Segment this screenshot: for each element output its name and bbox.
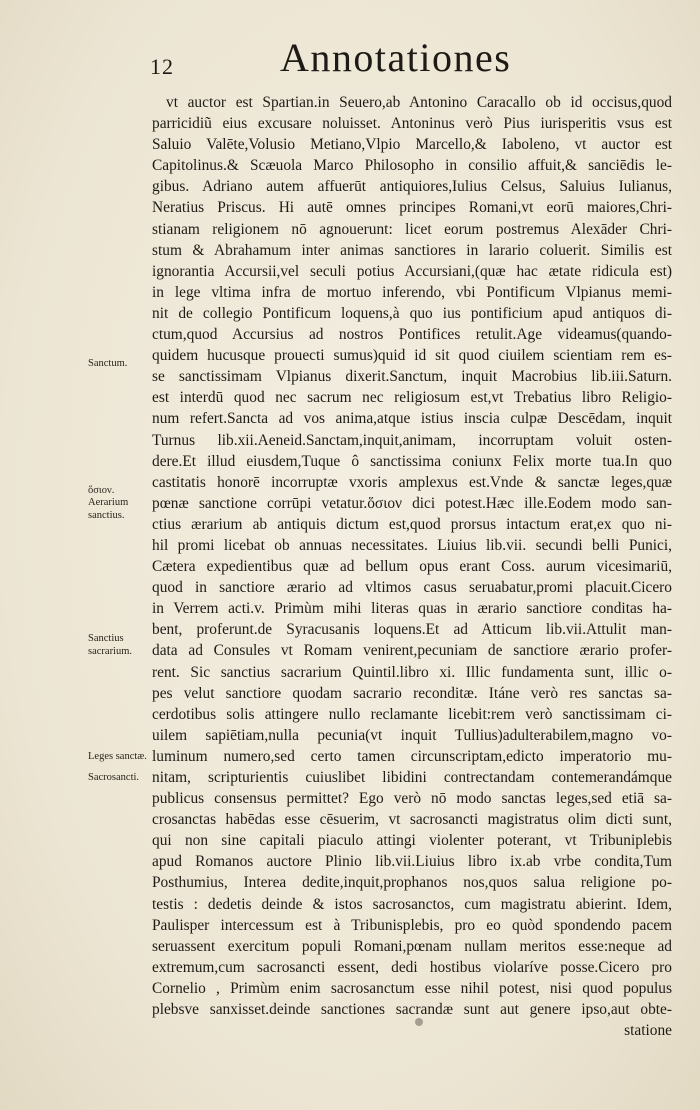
text-line: uilem sapiētiam,nulla pecunia(vt inquit Tullius)adulterabilem,magno vo- <box>152 726 672 744</box>
text-line: seruassent exercitum populi Romani,pœnam nullam meritos esse:neque ad <box>152 937 672 955</box>
text-line: Neratius Priscus. Hi autē omnes principes Romani,vt eorū maiores,Chri- <box>152 199 672 217</box>
text-line: plebsve sanxisset.deinde sanctiones sacrandæ sunt aut genere ipso,aut obte- <box>152 1001 672 1019</box>
text-line: gibus. Adriano autem affuerūt antiquiores,Iulius Celsus, Saluius Iulianus, <box>152 178 672 196</box>
text-line: castitatis honorē incorruptæ vxoris amplexus est.Vnde & sanctæ leges,quæ <box>152 473 672 491</box>
text-line: luminum numero,sed certo tamen circunscriptam,edicto imperatorio mu- <box>152 747 672 765</box>
text-line: quod in sanctiore ærario ad vltimos casus seruabatur,promi placuit.Cicero <box>152 579 672 597</box>
margin-note: Aerarium sanctius. <box>88 497 129 521</box>
margin-note: ὅσιον. <box>88 485 115 496</box>
text-line: ctum,quod Accursius ad nostros Pontifices retulit.Age videamus(quando- <box>152 326 672 344</box>
text-line: extremum,cum sacrosancti essent, dedi hostibus violaríve posse.Cicero pro <box>152 958 672 976</box>
page-number: 12 <box>150 54 174 79</box>
text-line: stianam religionem nō agnouerunt: licet eorum postremus Alexāder Chri- <box>152 220 672 238</box>
running-head: Annotationes <box>280 35 512 80</box>
text-line: apud Romanos auctore Plinio lib.vii.Liuius libro ix.ab vrbe condita,Tum <box>152 853 672 871</box>
margin-note: Sanctum. <box>88 358 128 369</box>
text-line: ctius ærarium ab antiquis dictum est,quod prorsus intactum erat,ex quo ni- <box>152 515 672 533</box>
text-line: rent. Sic sanctius sacrarium Quintil.libro xi. Illic fundamenta sunt, illic o- <box>152 663 672 681</box>
text-line: cerdotibus solis attingere nullo reclamante licebit:rem verò sanctissimam ci- <box>152 705 672 723</box>
text-line: testis : dedetis deinde & istos sacrosanctos, cum magistratu abierint. Idem, <box>152 895 672 913</box>
text-line: nit de collegio Pontificum loquens,à quo ius pontificium apud antiquos di- <box>152 304 672 322</box>
text-line: est interdū quod nec sacrum nec religiosum est,vt Trebatius libro Religio- <box>152 389 672 407</box>
text-line: in Verrem acti.v. Primùm mihi literas quas in ærario sanctiore conditas ha- <box>152 600 672 618</box>
text-line: parricidiũ eius excusare noluisset. Antoninus verò Pius iurisperitis vsus est <box>152 115 672 133</box>
text-line: hil promi licebat ob annuas necessitates. Liuius lib.vii. secundi belli Punici, <box>152 536 672 554</box>
margin-note: Leges sanctæ. <box>88 751 147 762</box>
text-line: nitam, scripturientis cuiuslibet libidini contrectandam contemerandámque <box>152 769 672 786</box>
margin-note: Sanctius sacrarium. <box>88 633 133 657</box>
text-line: Saluio Valēte,Volusio Metiano,Vlpio Marcello,& Iaboleno, vt auctor est <box>152 136 672 154</box>
text-line: Capitolinus.& Scæuola Marco Philosopho in consilio affuit,& sanciēdis le- <box>152 157 672 175</box>
page-header <box>150 28 670 88</box>
text-line: quidem hucusque prouecti sumus)quid id sit quod ciuilem scientiam rem es- <box>152 347 672 365</box>
catchword: statione <box>624 1022 672 1040</box>
text-line: qui non sine capitali piaculo attingi violenter poterant, vt Tribuniplebis <box>152 832 672 850</box>
printer-mark-dot <box>415 1018 423 1026</box>
text-line: stum & Abrahamum inter animas sanctiores in larario coluerit. Similis est <box>152 241 672 259</box>
text-line: dere.Et illud eiusdem,Tuque ô sanctissima coniunx Felix morte tua.In quo <box>152 452 672 470</box>
text-line: vt auctor est Spartian.in Seuero,ab Antonino Caracallo ob id occisus,quod <box>166 94 672 111</box>
margin-note: Sacrosancti. <box>88 772 140 783</box>
margin-notes <box>0 0 150 1110</box>
text-line: Turnus lib.xii.Aeneid.Sanctam,inquit,animam, incorruptam voluit osten- <box>152 431 672 449</box>
text-line: in lege vltima infra de mortuo inferendo, vbi Pontificum Vlpianus memi- <box>152 283 672 301</box>
body-text <box>152 92 672 1041</box>
text-line: Cætera expedientibus quæ ad bellum opus erant Coss. aurum vicesimariū, <box>152 558 672 576</box>
text-line: ignorantia Accursii,vel seculi potius Accursiani,(quæ hac ætate ridicula est) <box>152 262 672 280</box>
text-line: crosanctas habēdas esse cēsuerim, vt sacrosancti magistratus olim dicti sunt, <box>152 811 672 829</box>
text-line: data ad Consules vt Romam venirent,pecuniam de sanctiore ærario profer- <box>152 642 672 660</box>
text-line: Cornelio , Primùm enim sacrosanctum esse nihil potest, nisi quod populus <box>152 979 672 997</box>
text-line: num refert.Sancta ad vos anima,atque istius inscia culpæ Descēdam, inquit <box>152 410 672 428</box>
text-line: pœnæ sanctione corrūpi vetatur.ὅσιον dici potest.Hæc ille.Eodem modo san- <box>152 494 672 512</box>
text-line: Posthumius, Interea dedite,inquit,prophanos nos,quos salua religione po- <box>152 874 672 892</box>
text-line: Paulisper intercessum est à Tribunisplebis, pro eo quòd spondendo pacem <box>152 916 672 934</box>
text-line: publicus consensus permittet? Ego verò nō modo sanctas leges,sed etiā sa- <box>152 790 672 808</box>
text-line: se sanctissimam Vlpianus dixerit.Sanctum, inquit Macrobius lib.iii.Saturn. <box>152 368 672 386</box>
text-line: bent, proferunt.de Syracusanis loquens.Et ad Atticum lib.vii.Attulit man- <box>152 621 672 639</box>
text-line: pes velut sanctiore quodam sacrario reconditæ. Itáne verò res sanctas sa- <box>152 684 672 702</box>
